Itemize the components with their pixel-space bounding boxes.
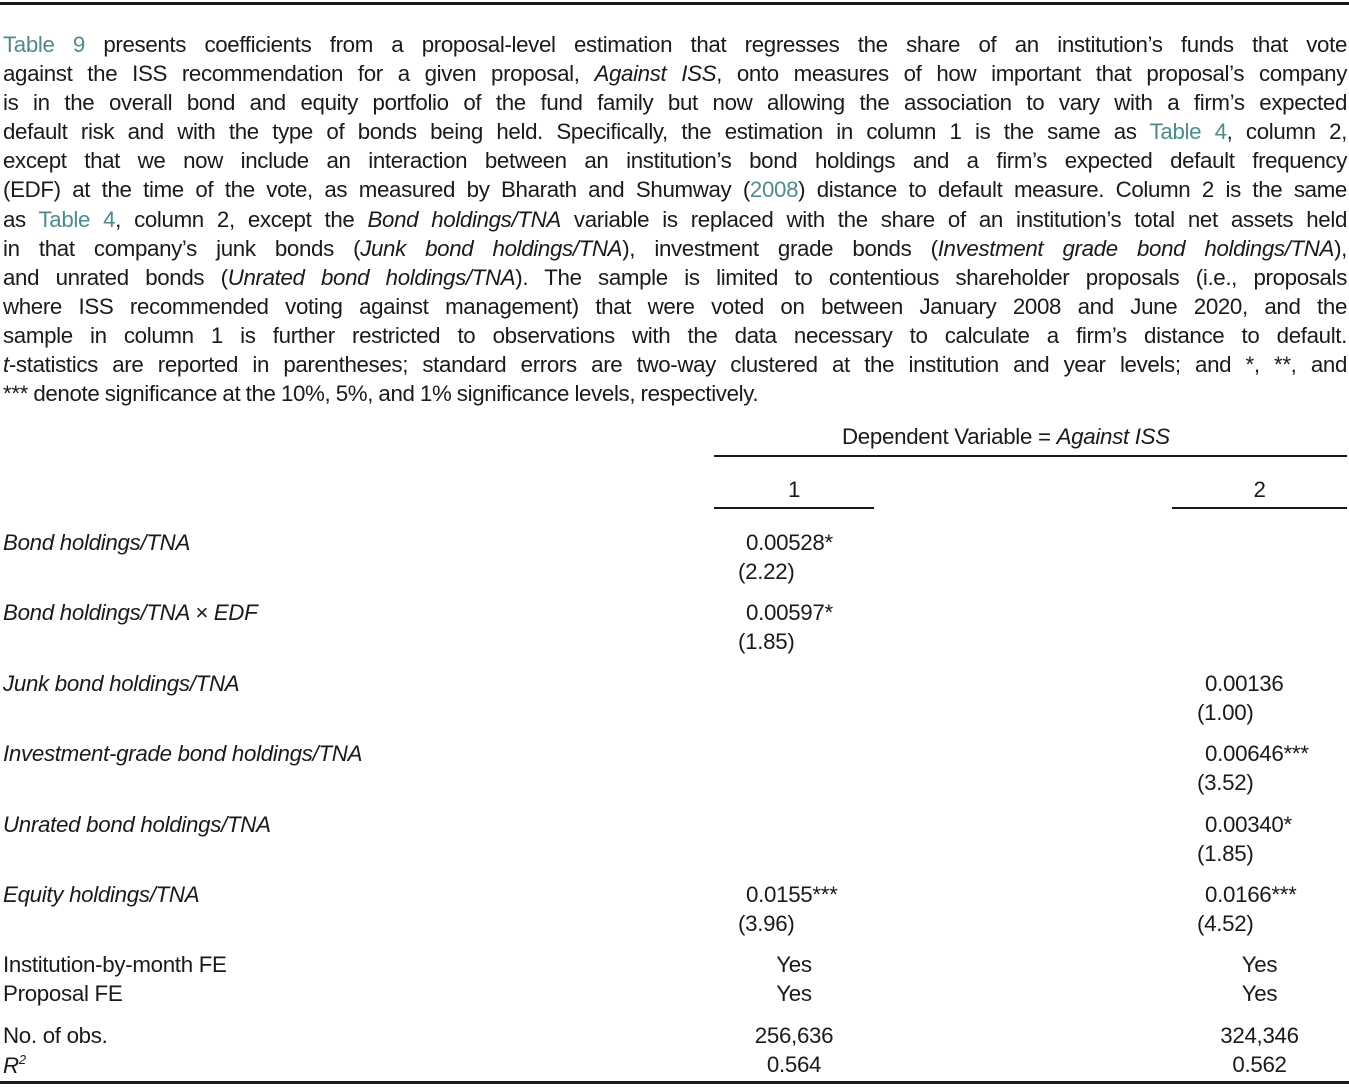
fe-label: Institution-by-month FE <box>3 952 227 977</box>
italic-term: Junk bond holdings/TNA <box>360 235 623 261</box>
reference-link[interactable]: Table 4 <box>1149 119 1227 145</box>
dep-var-name: Against ISS <box>1056 424 1170 449</box>
coefficient: 0.0155*** <box>746 882 838 907</box>
t-statistic: (3.52) <box>1197 770 1254 795</box>
column-1-header: 1 <box>787 477 801 502</box>
italic-term: Against ISS <box>594 61 717 87</box>
text-run: ) distance to default measure. Column 2 is the same <box>798 177 1347 203</box>
bottom-rule <box>0 1081 1349 1084</box>
r-squared-exponent: 2 <box>18 1052 26 1067</box>
r-squared-value: 0.564 <box>766 1052 822 1077</box>
fe-value: Yes <box>1241 981 1278 1006</box>
row-label: Junk bond holdings/TNA <box>3 671 240 696</box>
t-statistic: (1.85) <box>1197 841 1254 866</box>
text-run: is in the overall bond and equity portfolio of the fund family but now allowing the association to vary with a firm’s expected <box>3 90 1347 116</box>
coefficient: 0.0166*** <box>1205 882 1297 907</box>
header-rule <box>714 455 1347 457</box>
obs-label: No. of obs. <box>3 1023 108 1048</box>
t-statistic: (2.22) <box>738 559 795 584</box>
text-run: , column 2, except the <box>115 206 368 232</box>
text-run: in that company’s junk bonds ( <box>3 235 361 261</box>
r-squared-value: 0.562 <box>1232 1052 1287 1077</box>
text-run: and unrated bonds ( <box>3 264 228 290</box>
text-run: *** denote significance at the 10%, 5%, and 1% significance levels, respectively. <box>3 381 759 407</box>
coefficient: 0.00340* <box>1205 812 1292 837</box>
row-label: Unrated bond holdings/TNA <box>3 812 271 837</box>
column-2-rule <box>1172 507 1347 509</box>
coefficient: 0.00597* <box>746 600 833 625</box>
text-run: -statistics are reported in parentheses; standard errors are two-way clustered at the institution and year levels; and *, **, and <box>8 352 1347 378</box>
text-run: ), <box>1334 235 1347 261</box>
row-label: Bond holdings/TNA <box>3 530 191 555</box>
t-statistic: (4.52) <box>1197 911 1254 936</box>
dep-var-prefix: Dependent Variable = <box>842 424 1057 449</box>
obs-value: 324,346 <box>1220 1023 1299 1048</box>
column-1-rule <box>714 507 874 509</box>
column-2-header: 2 <box>1253 477 1266 502</box>
obs-value: 256,636 <box>754 1023 834 1048</box>
reference-link[interactable]: 2008 <box>749 177 799 203</box>
text-run: default risk and with the type of bonds being held. Specifically, the estimation in column 1 is the same as <box>3 119 1150 145</box>
fe-value: Yes <box>776 981 812 1006</box>
text-run: , onto measures of how important that proposal’s company <box>716 61 1347 87</box>
text-run: presents coefficients from a proposal-level estimation that regresses the share of an institution’s funds that vote <box>84 32 1347 57</box>
row-label: Equity holdings/TNA <box>3 882 200 907</box>
italic-term: Investment grade bond holdings/TNA <box>937 235 1335 261</box>
text-run: (EDF) at the time of the vote, as measured by Bharath and Shumway ( <box>3 177 750 203</box>
row-label: Bond holdings/TNA × EDF <box>3 600 258 625</box>
text-run: except that we now include an interaction between an institution’s bond holdings and a firm’s expected default frequency <box>3 148 1347 174</box>
fe-label: Proposal FE <box>3 981 123 1006</box>
text-run: as <box>3 206 39 232</box>
text-run: , column 2, <box>1226 119 1347 145</box>
text-run: ), investment grade bonds ( <box>622 235 938 261</box>
row-label: Investment-grade bond holdings/TNA <box>3 741 363 766</box>
text-run: sample in column 1 is further restricted to observations with the data necessary to calculate a firm’s distance to default. <box>3 322 1347 348</box>
r-squared-symbol: R <box>3 1053 19 1078</box>
dependent-variable-header <box>842 424 1170 450</box>
italic-term: Bond holdings/TNA <box>367 206 561 232</box>
reference-link[interactable]: Table 4 <box>38 206 116 232</box>
coefficient: 0.00528* <box>746 530 833 555</box>
coefficient: 0.00646*** <box>1205 741 1309 766</box>
r-squared-label <box>3 1052 26 1079</box>
italic-term: Unrated bond holdings/TNA <box>227 264 516 290</box>
t-statistic: (1.00) <box>1197 700 1254 725</box>
text-run: variable is replaced with the share of an institution’s total net assets held <box>560 206 1347 232</box>
text-run: where ISS recommended voting against management) that were voted on between January 2008 and June 2020, and the <box>3 293 1347 319</box>
t-statistic: (3.96) <box>738 911 795 936</box>
coefficient: 0.00136 <box>1205 671 1284 696</box>
reference-link[interactable]: Table 9 <box>3 32 85 57</box>
text-run: against the ISS recommendation for a given proposal, <box>3 61 595 87</box>
text-run: ). The sample is limited to contentious shareholder proposals (i.e., proposals <box>515 264 1347 290</box>
fe-value: Yes <box>776 952 812 977</box>
italic-term: t <box>3 352 9 378</box>
fe-value: Yes <box>1241 952 1278 977</box>
t-statistic: (1.85) <box>738 629 795 654</box>
